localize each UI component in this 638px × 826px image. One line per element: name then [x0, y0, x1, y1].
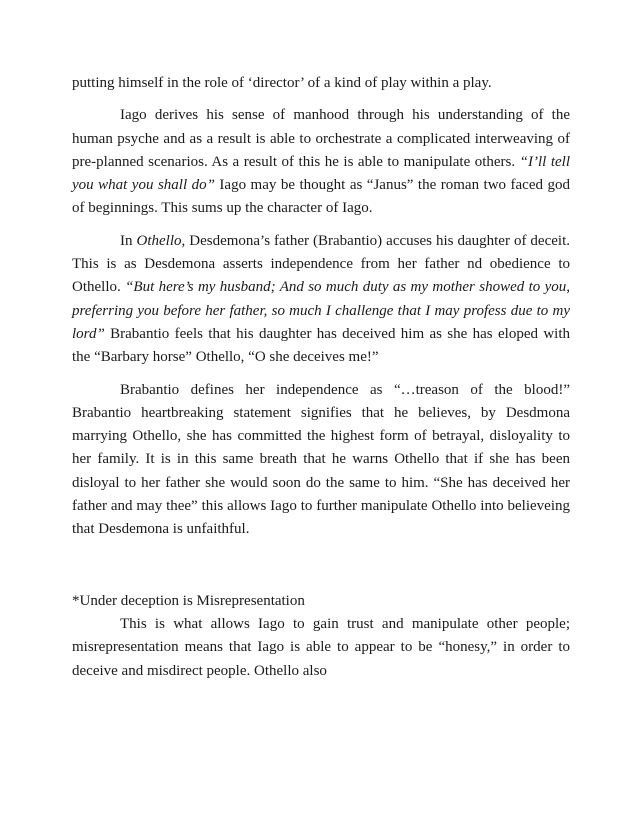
quote-my-husband: “But here’s my husband; And so much duty as my mother showed to you, preferring you before her father, so much I challenge that I may profess due to my lord”	[72, 279, 570, 342]
paragraph-text: Brabantio feels that his daughter has deceived him as she has eloped with the “Barbary horse” Othello, “O she deceives me!”	[72, 325, 570, 366]
paragraph-text: Iago derives his sense of manhood through his understanding of the human psyche and as a result is able to orchestrate a complicated interweaving of pre-planned scenarios. As a result of this he is able to manipulate others.	[72, 107, 570, 170]
paragraph-independence: Brabantio defines her independence as “…treason of the blood!” Brabantio heartbreaking statement signifies that he believes, by Desdmona marrying Othello, she has committed the highest form of betrayal, disloyality to her family. It is in this same breath that he warns Othello that if she has been disloyal to her father she would soon do the same to him. “She has deceived her father and may thee” this allows Iago to further manipulate Othello into believeing that Desdemona is unfaithful.	[72, 381, 570, 538]
title-othello: Othello,	[136, 232, 186, 249]
paragraph-text: Desdemona’s father (Brabantio) accuses his daughter of deceit. This is as Desdemona asserts independence from her father nd obedience to Othello.	[72, 232, 570, 296]
paragraph-iago-manhood	[72, 104, 570, 220]
document-page	[72, 72, 570, 683]
section-heading-misrepresentation: *Under deception is Misrepresentation	[72, 592, 305, 609]
paragraph-text: In	[120, 232, 137, 249]
paragraph-text: Iago may be thought as “Janus” the roman two faced god of beginnings. This sums up the character of Iago.	[72, 177, 570, 217]
quote-ill-tell-you: “I’ll tell you what you shall do”	[72, 153, 570, 194]
paragraph-brabantio-deceit	[72, 230, 570, 370]
paragraph-director: putting himself in the role of ‘director’ of a kind of play within a play.	[72, 75, 492, 91]
paragraph-misrepresentation: This is what allows Iago to gain trust and manipulate other people; misrepresentation means that Iago is able to appear to be “honesy,” in order to deceive and misdirect people. Othello also	[72, 615, 570, 679]
